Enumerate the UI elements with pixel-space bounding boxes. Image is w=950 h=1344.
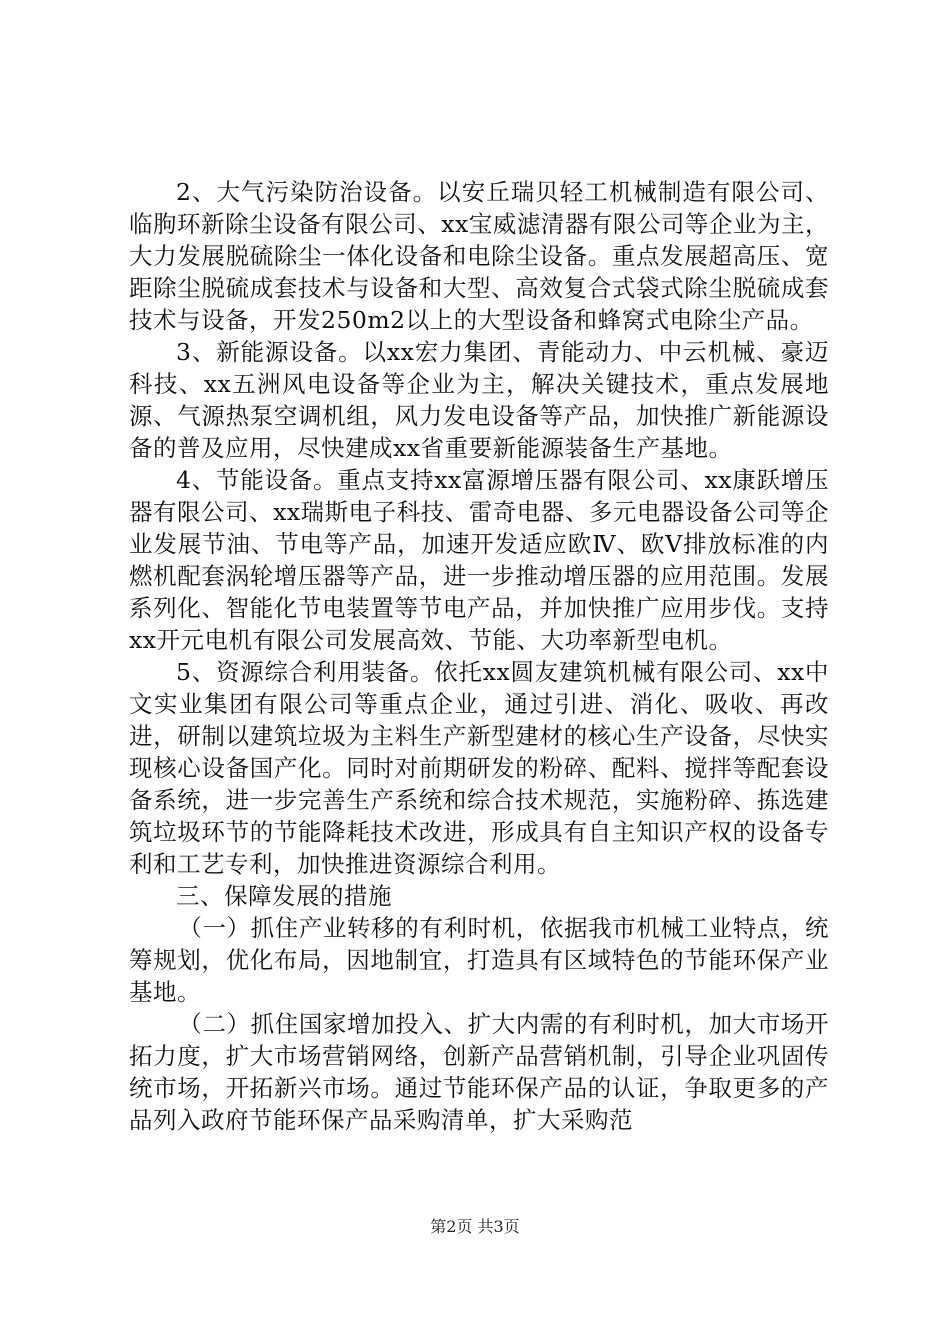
paragraph-air-pollution-equipment: 2、大气污染防治设备。以安丘瑞贝轻工机械制造有限公司、临朐环新除尘设备有限公司、xx宝威滤清器有限公司等企业为主，大力发展脱硫除尘一体化设备和电除尘设备。重点发展超高压、宽距除尘脱硫成套技术与设备和大型、高效复合式袋式除尘脱硫成套技术与设备，开发250m2以上的大型设备和蜂窝式电除尘产品。 (129, 178, 829, 334)
paragraph-energy-saving-equipment: 4、节能设备。重点支持xx富源增压器有限公司、xx康跃增压器有限公司、xx瑞斯电子科技、雷奇电器、多元电器设备公司等企业发展节油、节电等产品，加速开发适应欧Ⅳ、欧Ⅴ排放标准的内燃机配套涡轮增压器等产品，进一步推动增压器的应用范围。发展系列化、智能化节电装置等节电产品，并加快推广应用步伐。支持xx开元电机有限公司发展高效、节能、大功率新型电机。 (129, 466, 829, 654)
document-body (129, 176, 829, 1136)
section-heading-measures: 三、保障发展的措施 (176, 882, 392, 910)
paragraph-new-energy-equipment: 3、新能源设备。以xx宏力集团、青能动力、中云机械、豪迈科技、xx五洲风电设备等企业为主，解决关键技术，重点发展地源、气源热泵空调机组，风力发电设备等产品，加快推广新能源设备的普及应用，尽快建成xx省重要新能源装备生产基地。 (129, 338, 829, 462)
paragraph-measure-one: （一）抓住产业转移的有利时机，依据我市机械工业特点，统筹规划，优化布局，因地制宜，打造具有区域特色的节能环保产业基地。 (129, 914, 829, 1006)
paragraph-resource-utilization-equipment: 5、资源综合利用装备。依托xx圆友建筑机械有限公司、xx中文实业集团有限公司等重点企业，通过引进、消化、吸收、再改进，研制以建筑垃圾为主料生产新型建材的核心生产设备，尽快实现核心设备国产化。同时对前期研发的粉碎、配料、搅拌等配套设备系统，进一步完善生产系统和综合技术规范，实施粉碎、拣选建筑垃圾环节的节能降耗技术改进，形成具有自主知识产权的设备专利和工艺专利，加快推进资源综合利用。 (129, 658, 829, 878)
page-footer: 第2页 共3页 (430, 1217, 520, 1236)
paragraph-measure-two: （二）抓住国家增加投入、扩大内需的有利时机，加大市场开拓力度，扩大市场营销网络，创新产品营销机制，引导企业巩固传统市场，开拓新兴市场。通过节能环保产品的认证，争取更多的产品列入政府节能环保产品采购清单，扩大采购范 (129, 1010, 829, 1134)
